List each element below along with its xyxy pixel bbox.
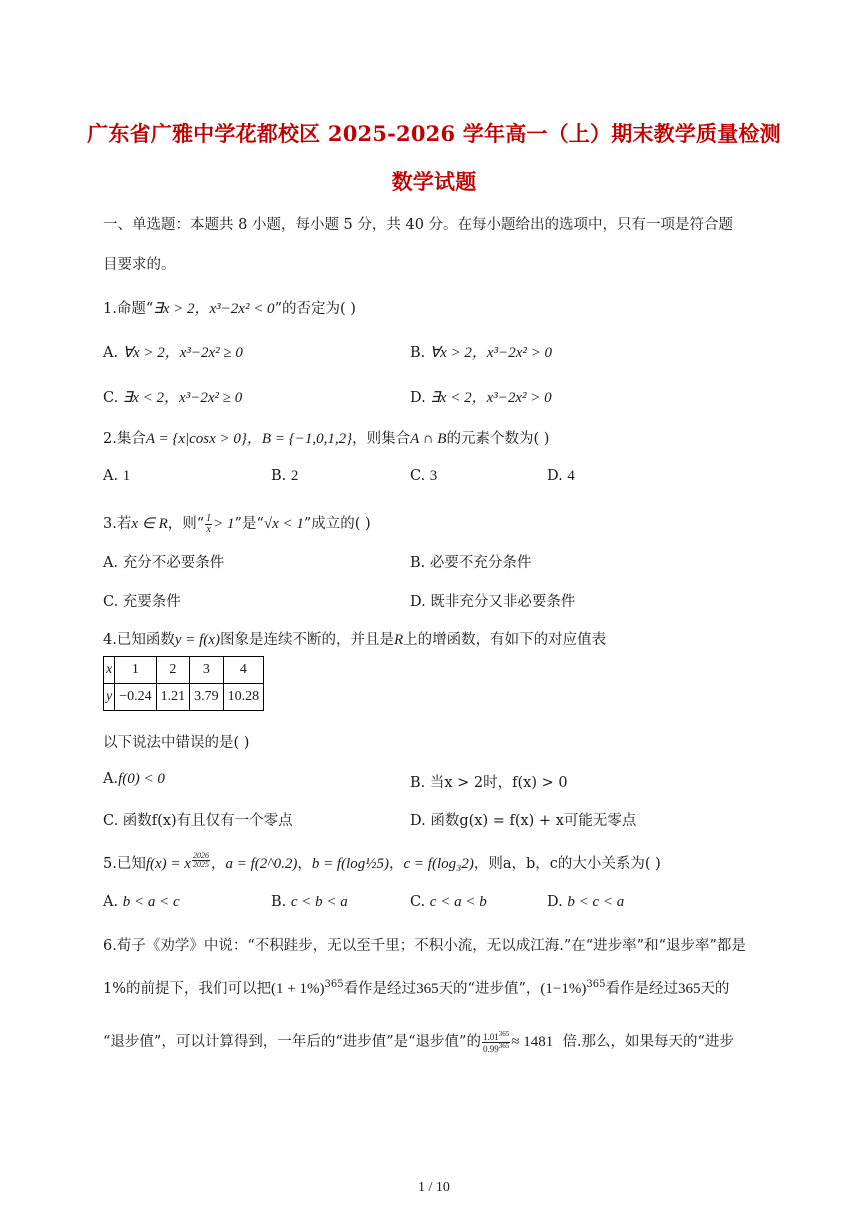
table-cell: 1.21 bbox=[156, 684, 190, 711]
q5-a-def: a = f(2^0.2) bbox=[225, 856, 298, 872]
q6-frac-den-base: 0.99 bbox=[482, 1043, 499, 1054]
q4-option-c-label: C. bbox=[103, 813, 119, 829]
q3-option-c-label: C. bbox=[103, 594, 119, 610]
question-2-stem bbox=[103, 427, 549, 448]
q4-after-table: 以下说法中错误的是( ) bbox=[103, 735, 250, 751]
q2-option-d-label: D. bbox=[547, 468, 563, 484]
q5-option-b bbox=[271, 894, 348, 911]
q3-stem-math2: > 1 bbox=[213, 516, 235, 532]
q1-stem-math: ∃x > 2，x³−2x² < 0 bbox=[153, 301, 275, 317]
table-row bbox=[104, 684, 264, 711]
q6-line2-n2: 365 bbox=[677, 981, 701, 997]
q5-option-a bbox=[103, 894, 180, 911]
q1-option-a bbox=[103, 341, 243, 362]
q3-option-b-label: B. bbox=[410, 555, 426, 571]
question-4-stem bbox=[103, 628, 606, 649]
exam-title-line1: 广东省广雅中学花都校区 2025-2026 学年高一（上）期末教学质量检测 bbox=[87, 121, 781, 146]
q1-option-b-text: ∀x > 2，x³−2x² > 0 bbox=[429, 345, 552, 361]
q6-line2-m1: (1 + 1%) bbox=[271, 981, 325, 997]
q4-value-table bbox=[103, 656, 264, 711]
q2-option-b-label: B. bbox=[271, 468, 287, 484]
question-1-stem bbox=[103, 297, 356, 318]
question-6-line2 bbox=[103, 977, 729, 998]
q5-option-a-label: A. bbox=[103, 894, 119, 910]
section-heading-cont: 目要求的。 bbox=[103, 257, 176, 273]
q4-option-c bbox=[103, 809, 293, 830]
q4-stem-pre: 4.已知函数 bbox=[103, 632, 175, 648]
q3-stem-math: x ∈ R bbox=[131, 516, 168, 532]
q3-option-d-label: D. bbox=[410, 594, 426, 610]
q6-line2-a: 1%的前提下，我们可以把 bbox=[103, 981, 272, 997]
q5-exp-den: 2025 bbox=[192, 860, 209, 869]
q4-option-b-label: B. bbox=[410, 775, 426, 791]
q5-c-def: c = f(log₃2) bbox=[403, 856, 474, 872]
q4-option-d-text: 函数g(x) = f(x) + x可能无零点 bbox=[430, 813, 637, 829]
q4-option-a bbox=[103, 771, 165, 788]
q3-option-a bbox=[103, 551, 224, 572]
q3-fraction bbox=[205, 514, 212, 535]
q6-frac-den-exp: 365 bbox=[498, 1041, 510, 1050]
table-cell: 3 bbox=[190, 657, 224, 684]
q6-frac-num-exp: 365 bbox=[498, 1029, 510, 1038]
q4-stem-post: 上的增函数，有如下的对应值表 bbox=[403, 632, 607, 648]
q4-option-b bbox=[410, 771, 568, 792]
q5-option-d-label: D. bbox=[547, 894, 563, 910]
q5-option-a-text: b < a < c bbox=[122, 894, 180, 910]
q3-stem-mid2: ”是“ bbox=[234, 516, 264, 532]
q2-stem-math2: A ∩ B bbox=[410, 431, 447, 447]
q3-option-c-text: 充要条件 bbox=[122, 594, 181, 610]
table-cell: 1 bbox=[115, 657, 156, 684]
q1-option-d-text: ∃x < 2，x³−2x² > 0 bbox=[430, 390, 552, 406]
q3-option-c bbox=[103, 590, 181, 611]
exam-title-line2: 数学试题 bbox=[391, 169, 477, 194]
q3-option-a-label: A. bbox=[103, 555, 119, 571]
q5-option-d-text: b < c < a bbox=[567, 894, 625, 910]
q5-b-def: b = f(log½5) bbox=[311, 856, 390, 872]
q2-option-c bbox=[410, 468, 437, 485]
q3-frac-num: 1 bbox=[206, 512, 212, 524]
q2-option-a bbox=[103, 468, 130, 485]
q4-option-a-label: A. bbox=[103, 771, 119, 787]
q4-option-d bbox=[410, 809, 636, 830]
q5-option-d bbox=[547, 894, 624, 911]
q5-stem-post: ，则a，b，c的大小关系为( ) bbox=[473, 856, 661, 872]
table-cell: 2 bbox=[156, 657, 190, 684]
question-5-stem: 5.已知f(x) = x $\frac{2026}{2025}$ ，a = f(2^0.2)，b = f(log½5)，c = f(log₃2)，则a，b，c的大小关系为( ) bbox=[103, 851, 661, 872]
q3-stem-math3: √x < 1 bbox=[263, 516, 304, 532]
q2-option-b bbox=[271, 468, 298, 485]
table-x-header: x bbox=[104, 657, 115, 684]
q3-option-d bbox=[410, 590, 575, 611]
q6-line2-n1: 365 bbox=[416, 981, 439, 997]
q5-exponent-fraction bbox=[192, 852, 210, 869]
q6-frac-den bbox=[483, 1043, 509, 1054]
q3-stem-pre: 3.若 bbox=[103, 516, 132, 532]
q5-option-b-label: B. bbox=[271, 894, 287, 910]
table-cell: 4 bbox=[223, 657, 264, 684]
q6-line2-b: 看作是经过 bbox=[343, 981, 417, 997]
q6-approx: ≈ 1481 bbox=[511, 1034, 554, 1050]
q3-option-b-text: 必要不充分条件 bbox=[429, 555, 532, 571]
q6-line2-d: 看作是经过 bbox=[605, 981, 678, 997]
section-heading: 一、单选题：本题共 8 小题，每小题 5 分，共 40 分。在每小题给出的选项中，只有一项是符合题 bbox=[103, 217, 734, 233]
q4-stem-mid: 图象是连续不断的，并且是 bbox=[219, 632, 394, 648]
q3-stem-mid: ，则“ bbox=[167, 516, 205, 532]
q2-option-c-text: 3 bbox=[429, 468, 438, 484]
q6-line2-e1: 365 bbox=[324, 979, 344, 991]
q1-option-c-text: ∃x < 2，x³−2x² ≥ 0 bbox=[122, 390, 243, 406]
q2-stem-post: 的元素个数为( ) bbox=[446, 431, 550, 447]
table-cell: 3.79 bbox=[190, 684, 224, 711]
table-y-header: y bbox=[104, 684, 115, 711]
q4-option-a-text: f(0) < 0 bbox=[118, 771, 165, 787]
q6-line2-e: 天的 bbox=[700, 981, 730, 997]
page-number: 1 / 10 bbox=[418, 1180, 450, 1195]
q4-option-d-label: D. bbox=[410, 813, 426, 829]
q1-stem-post: ”的否定为( ) bbox=[274, 301, 356, 317]
q5-fx-def: f(x) = x bbox=[145, 856, 191, 872]
q3-stem-post: ”成立的( ) bbox=[303, 516, 371, 532]
q3-option-d-text: 既非充分又非必要条件 bbox=[430, 594, 576, 610]
question-6-line1: 6.荀子《劝学》中说：“不积跬步，无以至千里；不积小流，无以成江海.”在“进步率”和“退步率”都是 bbox=[103, 938, 746, 954]
table-row bbox=[104, 657, 264, 684]
q4-stem-math2: R bbox=[393, 632, 404, 648]
q1-stem-pre: 1.命题“ bbox=[103, 301, 154, 317]
q3-option-a-text: 充分不必要条件 bbox=[122, 555, 225, 571]
q1-option-a-label: A. bbox=[103, 345, 119, 361]
q3-option-b bbox=[410, 551, 531, 572]
q1-option-c-label: C. bbox=[103, 390, 119, 406]
q6-line2-e2: 365 bbox=[586, 979, 606, 991]
q6-line3-a: “退步值”，可以计算得到，一年后的“进步值”是“退步值”的 bbox=[103, 1034, 481, 1050]
q1-option-d bbox=[410, 386, 552, 407]
q5-option-c-text: c < a < b bbox=[429, 894, 487, 910]
q2-option-d-text: 4 bbox=[567, 468, 575, 484]
q5-option-b-text: c < b < a bbox=[290, 894, 348, 910]
q2-stem-pre: 2.集合 bbox=[103, 431, 146, 447]
q1-option-b bbox=[410, 341, 552, 362]
q5-option-c-label: C. bbox=[410, 894, 426, 910]
q2-option-c-label: C. bbox=[410, 468, 426, 484]
q2-stem-mid: ，则集合 bbox=[352, 431, 411, 447]
q1-option-a-text: ∀x > 2，x³−2x² ≥ 0 bbox=[122, 345, 243, 361]
q2-stem-math: A = {x|cosx > 0}，B = {−1,0,1,2} bbox=[145, 431, 353, 447]
q5-exp-num: 2026 bbox=[192, 851, 209, 860]
q6-line2-c: 天的“进步值”， bbox=[438, 981, 541, 997]
q6-line3-b: 倍.那么，如果每天的“进步 bbox=[562, 1034, 734, 1050]
q1-option-c bbox=[103, 386, 242, 407]
question-3-stem bbox=[103, 512, 371, 535]
question-6-line3 bbox=[103, 1030, 734, 1054]
q5-stem-pre: 5.已知 bbox=[103, 856, 146, 872]
q2-option-a-label: A. bbox=[103, 468, 119, 484]
q6-line2-m2: (1−1%) bbox=[540, 981, 587, 997]
q1-option-d-label: D. bbox=[410, 390, 426, 406]
q6-frac-num-base: 1.01 bbox=[482, 1031, 499, 1042]
q2-option-a-text: 1 bbox=[122, 468, 131, 484]
q4-option-c-text: 函数f(x)有且仅有一个零点 bbox=[122, 813, 293, 829]
q5-option-c bbox=[410, 894, 487, 911]
q1-option-b-label: B. bbox=[410, 345, 426, 361]
table-cell: 10.28 bbox=[223, 684, 264, 711]
q4-stem-math: y = f(x) bbox=[174, 632, 220, 648]
q2-option-d bbox=[547, 468, 575, 485]
q6-ratio-fraction bbox=[482, 1031, 510, 1054]
q3-frac-den: x bbox=[206, 523, 211, 535]
table-cell: −0.24 bbox=[115, 684, 156, 711]
q2-option-b-text: 2 bbox=[290, 468, 299, 484]
q4-option-b-text: 当x > 2时，f(x) > 0 bbox=[429, 775, 568, 791]
